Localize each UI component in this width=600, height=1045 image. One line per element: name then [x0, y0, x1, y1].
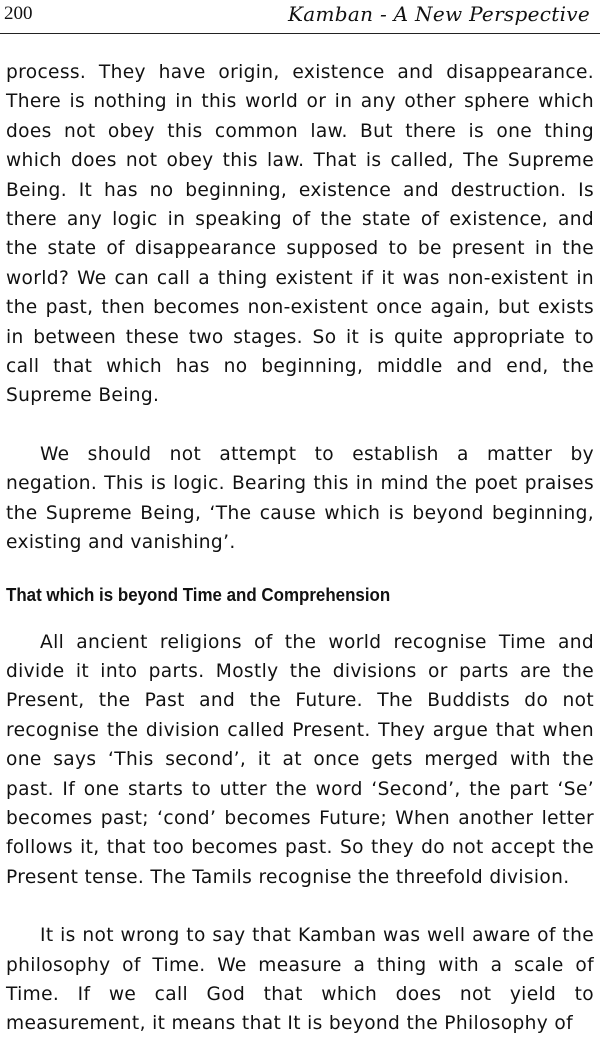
paragraph-negation: We should not attempt to establish a matter by negation. This is logic. Bearing this in mind the poet praises the Supreme Being, ‘The cause which is beyond beginning, existing and vanishing’. — [6, 443, 594, 554]
paragraph-continued: process. They have origin, existence and disappearance. There is nothing in this world or in any other sphere which does not obey this common law. But there is one thing which does not obey this law. That is called, The Supreme Being. It has no beginning, existence and destruction. Is there any logic in speaking of the state of existence, and the state of disappearance supposed to be present in the world? We can call a thing existent if it was non-existent in the past, then becomes non-existent once again, but exists in between these two stages. So it is quite appropriate to call that which has no beginning, middle and end, the Supreme Being. — [6, 62, 594, 407]
page-header — [0, 0, 600, 40]
page-number: 200 — [4, 3, 33, 24]
paragraph-kamban-time: It is not wrong to say that Kamban was well aware of the philosophy of Time. We measure a thing with a scale of Time. If we call God that which does not yield to measurement, it means that It is beyond the Philosophy of — [6, 925, 594, 1035]
paragraph-time-divisions: All ancient religions of the world recognise Time and divide it into parts. Mostly the divisions or parts are the Present, the Past and the Future. The Buddists do not recognise the division called Present. They argue that when one says ‘This second’, it at once gets merged with the past. If one starts to utter the word ‘Second’, the part ‘Se’ becomes past; ‘cond’ becomes Future; When another letter follows it, that too becomes past. So they do not accept the Present tense. The Tamils recognise the threefold division. — [6, 631, 594, 888]
page-body — [6, 58, 594, 1039]
running-title: Kamban - A New Perspective — [288, 2, 590, 26]
header-rule — [0, 33, 600, 34]
section-heading: That which is beyond Time and Comprehension — [6, 584, 391, 605]
